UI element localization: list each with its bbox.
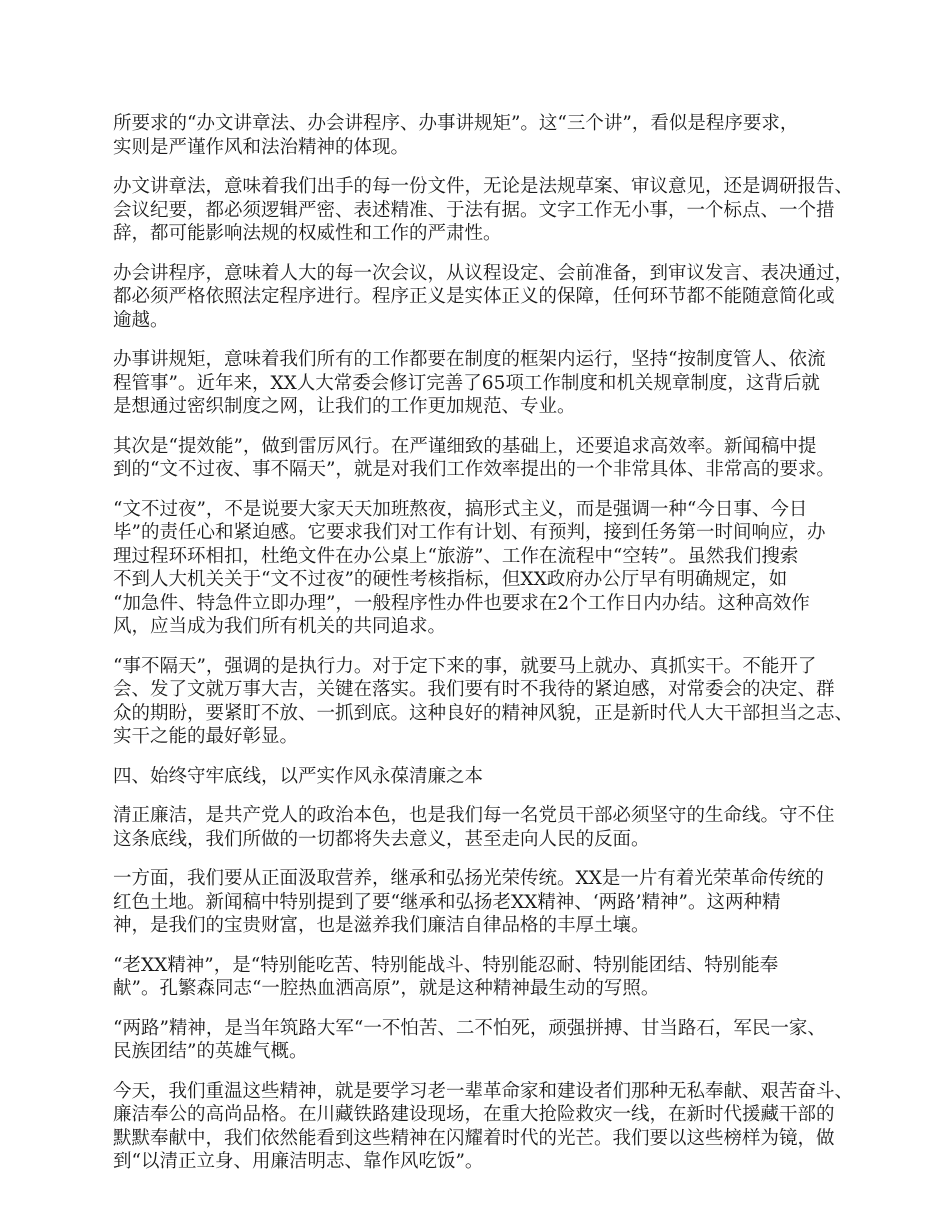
- text-line: “老XX精神”，是“特别能吃苦、特别能战斗、特别能忍耐、特别能团结、特别能奉: [113, 954, 779, 976]
- text-line: 神，是我们的宝贵财富，也是滋养我们廉洁自律品格的丰厚土壤。: [113, 915, 650, 936]
- paragraph: [113, 1017, 853, 1064]
- text-line: 一方面，我们要从正面汲取营养，继承和弘扬光荣传统。XX是一片有着光荣革命传统的: [113, 868, 824, 889]
- text-line: 办会讲程序，意味着人大的每一次会议，从议程设定、会前准备，到审议发言、表决通过，: [113, 262, 854, 284]
- text-line: 献”。孔繁森同志“一腔热血洒高原”，就是这种精神最生动的写照。: [113, 978, 660, 999]
- text-line: 毕”的责任心和紧迫感。它要求我们对工作有计划、有预判，接到任务第一时间响应，办: [113, 522, 826, 543]
- text-line: 会议纪要，都必须逻辑严密、表述精准、于法有据。文字工作无小事，一个标点、一个措: [113, 199, 835, 221]
- text-line: 办文讲章法，意味着我们出手的每一份文件，无论是法规草案、审议意见，还是调研报告、: [113, 176, 854, 197]
- text-line: 默默奉献中，我们依然能看到这些精神在闪耀着时代的光芒。我们要以这些榜样为镜，做: [113, 1127, 835, 1149]
- text-line: 廉洁奉公的高尚品格。在川藏铁路建设现场，在重大抢险救灾一线，在新时代援藏干部的: [113, 1104, 835, 1125]
- text-line: 到的“文不过夜、事不隔天”，就是对我们工作效率提出的一个非常具体、非常高的要求。: [113, 459, 835, 480]
- text-line: 其次是“提效能”，做到雷厉风行。在严谨细致的基础上，还要追求高效率。新闻稿中提: [113, 435, 817, 457]
- paragraph: [113, 954, 853, 1001]
- text-line: 这条底线，我们所做的一切都将失去意义，甚至走向人民的反面。: [113, 828, 650, 850]
- paragraph: [113, 804, 853, 851]
- text-line: 程管事”。近年来，XX人大常委会修订完善了65项工作制度和机关规章制度，这背后就: [113, 372, 820, 394]
- paragraph: [113, 175, 853, 246]
- text-line: “两路”精神，是当年筑路大军“一不怕苦、二不怕死，顽强拼搏、甘当路石，军民一家、: [113, 1017, 826, 1039]
- text-line: 会、发了文就万事大吉，关键在落实。我们要有时不我待的紧迫感，对常委会的决定、群: [113, 679, 835, 700]
- text-line: “事不隔天”，强调的是执行力。对于定下来的事，就要马上就办、真抓实干。不能开了: [113, 655, 817, 677]
- section-heading: [113, 765, 853, 789]
- text-line: 今天，我们重温这些精神，就是要学习老一辈革命家和建设者们那种无私奉献、艰苦奋斗、: [113, 1080, 854, 1102]
- text-line: 风，应当成为我们所有机关的共同追求。: [113, 616, 447, 637]
- document-body: [113, 112, 853, 1190]
- text-line: 民族团结”的英雄气概。: [113, 1041, 308, 1062]
- paragraph: [113, 655, 853, 749]
- text-line: 实则是严谨作风和法治精神的体现。: [113, 136, 410, 158]
- paragraph: [113, 262, 853, 333]
- text-line: 都必须严格依照法定程序进行。程序正义是实体正义的保障，任何环节都不能随意简化或: [113, 286, 835, 307]
- paragraph: [113, 867, 853, 938]
- paragraph: [113, 112, 853, 159]
- text-line: 四、始终守牢底线，以严实作风永葆清廉之本: [113, 765, 484, 787]
- text-line: 不到人大机关关于“文不过夜”的硬性考核指标，但XX政府办公厅早有明确规定，如: [113, 569, 788, 590]
- text-line: 逾越。: [113, 309, 169, 331]
- paragraph: [113, 1080, 853, 1174]
- text-line: 清正廉洁，是共产党人的政治本色，也是我们每一名党员干部必须坚守的生命线。守不住: [113, 805, 835, 826]
- text-line: 是想通过密织制度之网，让我们的工作更加规范、专业。: [113, 396, 576, 417]
- text-line: 办事讲规矩，意味着我们所有的工作都要在制度的框架内运行，坚持“按制度管人、依流: [113, 349, 826, 370]
- text-line: 红色土地。新闻稿中特别提到了要“继承和弘扬老XX精神、‘两路’精神”。这两种精: [113, 891, 781, 913]
- paragraph: [113, 348, 853, 419]
- paragraph: [113, 435, 853, 482]
- text-line: 辞，都可能影响法规的权威性和工作的严肃性。: [113, 223, 502, 244]
- text-line: “加急件、特急件立即办理”，一般程序性办件也要求在2个工作日内办结。这种高效作: [113, 592, 810, 614]
- text-line: 到“以清正立身、用廉洁明志、靠作风吃饭”。: [113, 1151, 484, 1172]
- text-line: 实干之能的最好彰显。: [113, 726, 299, 747]
- text-line: 所要求的“办文讲章法、办会讲程序、办事讲规矩”。这“三个讲”，看似是程序要求，: [113, 113, 799, 134]
- text-line: 理过程环环相扣，杜绝文件在办公桌上“旅游”、工作在流程中“空转”。虽然我们搜索: [113, 545, 799, 567]
- text-line: 众的期盼，要紧盯不放、一抓到底。这种良好的精神风貌，正是新时代人大干部担当之志、: [113, 702, 854, 724]
- text-line: “文不过夜”，不是说要大家天天加班熬夜，搞形式主义，而是强调一种“今日事、今日: [113, 498, 808, 520]
- paragraph: [113, 498, 853, 639]
